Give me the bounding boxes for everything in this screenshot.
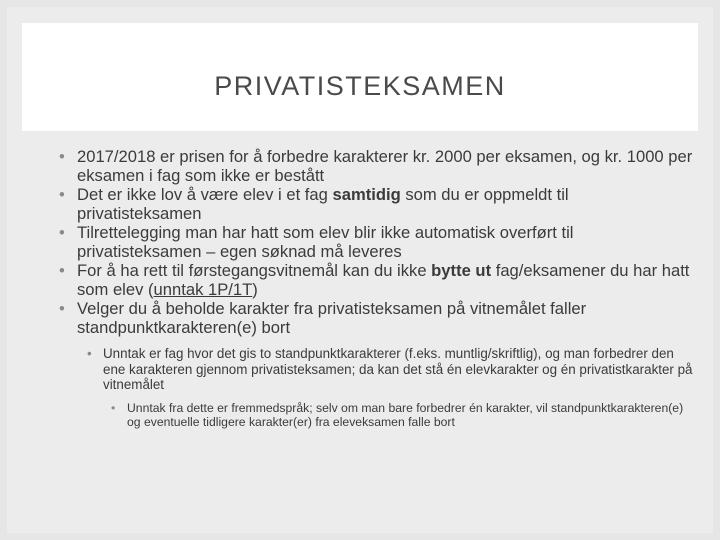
subsub-bullet-text: Unntak fra dette er fremmedspråk; selv om man bare forbedrer én karakter, vil standpunktkarakteren(e) og eventuelle tidligere karakter(er) fra eleveksamen falle bort [127, 400, 684, 429]
bullet-text: For å ha rett til førstegangsvitnemål kan du ikke [77, 261, 432, 280]
bullet-text: Velger du å beholde karakter fra privatisteksamen på vitnemålet faller standpunktkarakteren(e) bort [77, 299, 587, 337]
slide-content [55, 147, 695, 429]
exception-link[interactable]: unntak 1P/1T [153, 280, 253, 299]
bullet-item-keep-grade [55, 299, 695, 429]
bullet-list [55, 147, 695, 429]
bullet-item-accommodation [55, 223, 695, 261]
bold-term: bytte ut [431, 261, 492, 280]
sub-bullet-list [85, 346, 695, 429]
bullet-text: fag/eksamener du har hatt som elev ( [77, 261, 690, 299]
slide [7, 7, 713, 533]
title-box [22, 23, 698, 131]
bold-term: samtidig [332, 185, 401, 204]
bullet-item-price [55, 147, 695, 185]
bullet-item-first-diploma [55, 261, 695, 299]
subsub-bullet-list [109, 401, 695, 429]
bullet-text: som du er oppmeldt til privatisteksamen [77, 185, 569, 223]
bullet-text: Tilrettelegging man har hatt som elev blir ikke automatisk overført til privatisteksamen – egen søknad må leveres [77, 223, 574, 261]
sub-bullet-text: Unntak er fag hvor det gis to standpunktkarakterer (f.eks. muntlig/skriftlig), og man forbedrer den ene karakteren gjennom privatisteksamen; da kan det stå én elevkarakter og én privatistkarakter på vitnemålet [103, 346, 693, 392]
bullet-text: ) [252, 280, 258, 299]
sub-bullet-item [85, 346, 695, 429]
slide-title: PRIVATISTEKSAMEN [214, 71, 506, 101]
subsub-bullet-item [109, 401, 695, 429]
bullet-item-simultaneous [55, 185, 695, 223]
bullet-text: Det er ikke lov å være elev i et fag [77, 185, 333, 204]
bullet-text: 2017/2018 er prisen for å forbedre karakterer kr. 2000 per eksamen, og kr. 1000 per eksamen i fag som ikke er bestått [77, 147, 693, 185]
